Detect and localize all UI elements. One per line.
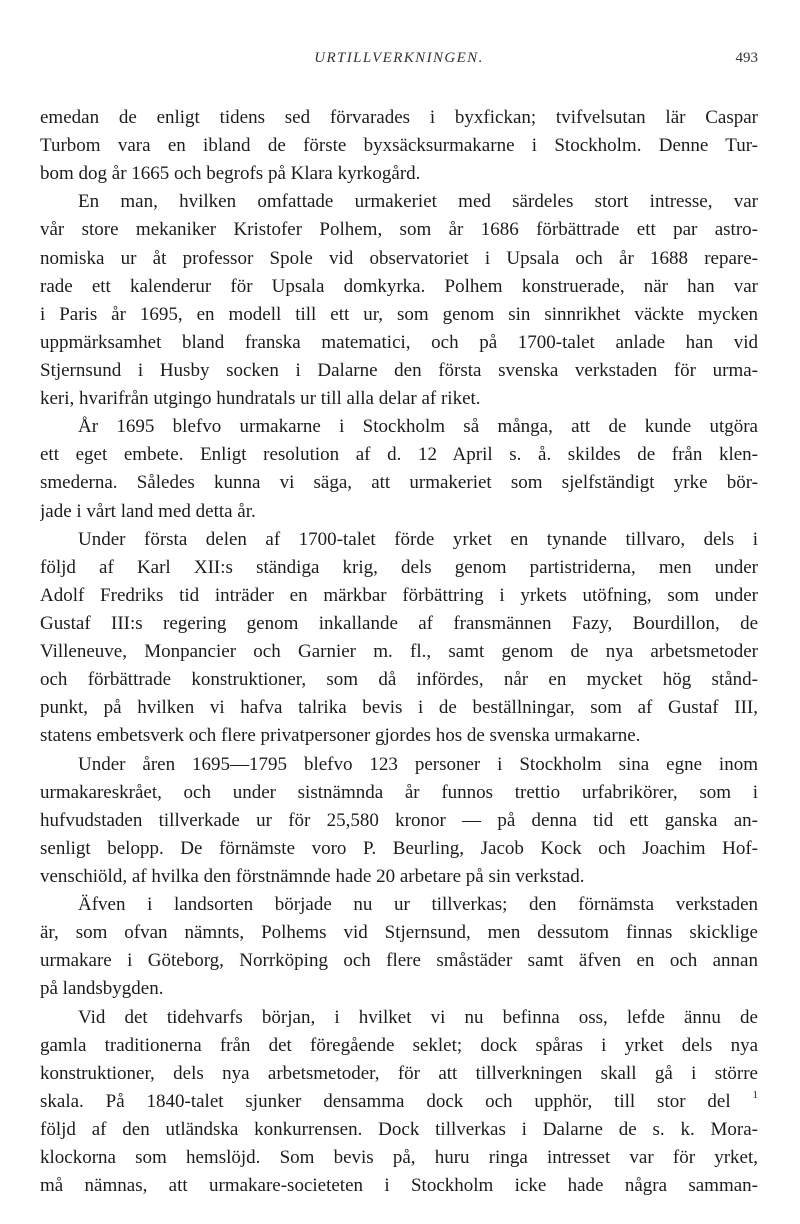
text-line: uppmärksamhet bland franska matematici, och på 1700-talet anlade han vid bbox=[40, 331, 758, 353]
text-line: hufvudstaden tillverkade ur för 25,580 kronor — på denna tid ett ganska an- bbox=[40, 809, 758, 831]
text-line: statens embetsverk och flere privatpersoner gjordes hos de svenska urmakarne. bbox=[40, 725, 641, 747]
text-line: nomiska ur åt professor Spole vid observatoriet i Upsala och år 1688 repare- bbox=[40, 247, 758, 269]
text-line: keri, hvarifrån utgingo hundratals ur till alla delar af riket. bbox=[40, 388, 481, 410]
text-line: Vid det tidehvarfs början, i hvilket vi nu befinna oss, lefde ännu de bbox=[78, 1006, 758, 1028]
text-line: smederna. Således kunna vi säga, att urmakeriet som sjelfständigt yrke bör- bbox=[40, 472, 758, 494]
text-line: gamla traditionerna från det föregående seklet; dock spåras i yrket dels nya bbox=[40, 1034, 758, 1056]
text-line: Äfven i landsorten började nu ur tillverkas; den förnämsta verkstaden bbox=[78, 894, 758, 916]
text-line: rade ett kalenderur för Upsala domkyrka. Polhem konstruerade, när han var bbox=[40, 275, 758, 297]
text-line: En man, hvilken omfattade urmakeriet med särdeles stort intresse, var bbox=[78, 191, 758, 213]
text-line-content: skala. På 1840-talet sjunker densamma dock och upphör, till stor del bbox=[40, 1090, 731, 1112]
body-text bbox=[40, 104, 758, 1200]
text-line: Villeneuve, Monpancier och Garnier m. fl., samt genom de nya arbetsmetoder bbox=[40, 641, 758, 663]
text-line: i Paris år 1695, en modell till ett ur, som genom sin sinnrikhet väckte mycken bbox=[40, 303, 758, 325]
text-line: vår store mekaniker Kristofer Polhem, som år 1686 förbättrade ett par astro- bbox=[40, 219, 758, 241]
running-head bbox=[40, 50, 758, 74]
text-line: urmakare i Göteborg, Norrköping och flere småstäder samt äfven en och annan bbox=[40, 950, 758, 972]
running-title: URTILLVERKNINGEN. bbox=[314, 50, 484, 66]
text-line: senligt belopp. De förnämste voro P. Beurling, Jacob Kock och Joachim Hof- bbox=[40, 837, 758, 859]
text-line: Turbom vara en ibland de förste byxsäcksurmakarne i Stockholm. Denne Tur- bbox=[40, 135, 758, 157]
text-line: och förbättrade konstruktioner, som då infördes, når en mycket hög stånd- bbox=[40, 669, 758, 691]
text-line: konstruktioner, dels nya arbetsmetoder, för att tillverkningen skall gå i större bbox=[40, 1062, 758, 1084]
text-line: urmakareskrået, och under sistnämnda år funnos trettio urfabrikörer, som i bbox=[40, 781, 758, 803]
text-line: punkt, på hvilken vi hafva talrika bevis i de beställningar, som af Gustaf III, bbox=[40, 697, 758, 719]
text-line: följd af den utländska konkurrensen. Dock tillverkas i Dalarne de s. k. Mora- bbox=[40, 1118, 758, 1140]
footnote-mark: 1 bbox=[752, 1088, 758, 1101]
text-line: jade i vårt land med detta år. bbox=[40, 500, 256, 522]
page-number: 493 bbox=[735, 50, 758, 66]
text-line: klockorna som hemslöjd. Som bevis på, huru ringa intresset var för yrket, bbox=[40, 1147, 758, 1169]
text-line: År 1695 blefvo urmakarne i Stockholm så många, att de kunde utgöra bbox=[78, 416, 758, 438]
text-line: Stjernsund i Husby socken i Dalarne den första svenska verkstaden för urma- bbox=[40, 359, 758, 381]
text-line-with-footnote bbox=[40, 1088, 758, 1116]
text-line: Adolf Fredriks tid inträder en märkbar förbättring i yrkets utöfning, som under bbox=[40, 584, 758, 606]
text-line: Gustaf III:s regering genom inkallande af fransmännen Fazy, Bourdillon, de bbox=[40, 612, 758, 634]
text-line: Under första delen af 1700-talet förde yrket en tynande tillvaro, dels i bbox=[78, 528, 758, 550]
text-line: följd af Karl XII:s ständiga krig, dels genom partistriderna, men under bbox=[40, 556, 758, 578]
text-line: venschiöld, af hvilka den förstnämnde hade 20 arbetare på sin verkstad. bbox=[40, 865, 585, 887]
text-line: på landsbygden. bbox=[40, 978, 164, 1000]
text-line: må nämnas, att urmakare-societeten i Stockholm icke hade några samman- bbox=[40, 1175, 758, 1197]
text-line: är, som ofvan nämnts, Polhems vid Stjernsund, men dessutom finnas skicklige bbox=[40, 922, 758, 944]
text-line: Under åren 1695—1795 blefvo 123 personer i Stockholm sina egne inom bbox=[78, 753, 758, 775]
text-line: emedan de enligt tidens sed förvarades i byxfickan; tvifvelsutan lär Caspar bbox=[40, 107, 758, 128]
text-line: ett eget embete. Enligt resolution af d. 12 April s. å. skildes de från klen- bbox=[40, 444, 758, 466]
text-line: bom dog år 1665 och begrofs på Klara kyrkogård. bbox=[40, 163, 421, 185]
